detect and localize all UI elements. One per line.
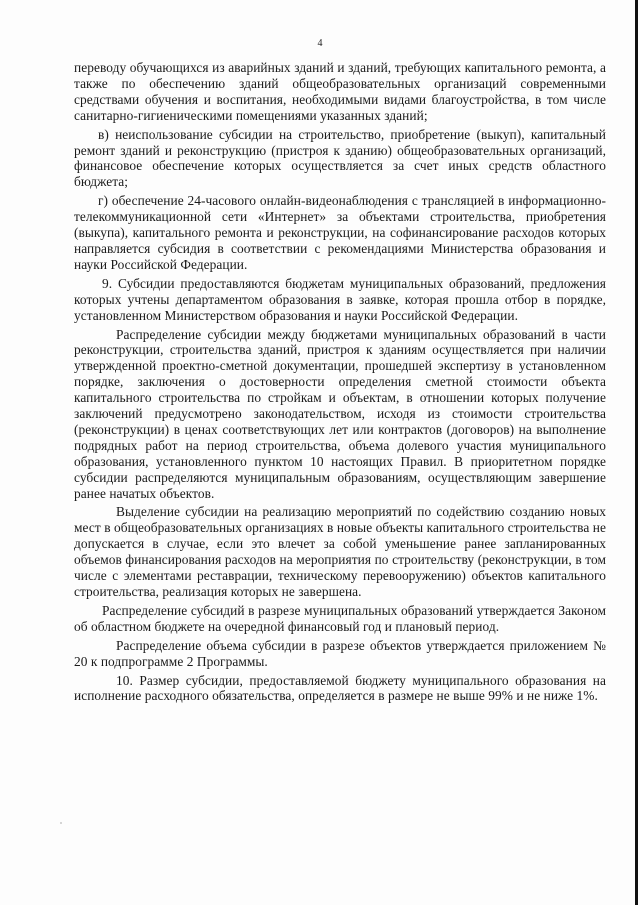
document-body [74, 60, 606, 707]
paragraph-new-places: Выделение субсидии на реализацию мероприятий по содействию созданию новых мест в общеобразовательных организациях в новые объекты капитального строительства не допускается в случае, если это влечет за собой уменьшение ранее запланированных объемов финансирования расходов на мероприятия по строительству (реконструкции, в том числе с элементами реставрации, техническому перевооружению) объектов капитального строительства, реализация которых не завершена. [74, 504, 606, 599]
paragraph-item-g: г) обеспечение 24-часового онлайн-видеонаблюдения с трансляцией в информационно-телекоммуникационной сети «Интернет» за объектами строительства, приобретения (выкупа), капитального ремонта и реконструкции, на софинансирование расходов которых направляется субсидия в соответствии с рекомендациями Министерства образования и науки Российской Федерации. [74, 193, 606, 272]
paragraph-distribution-law: Распределение субсидий в разрезе муниципальных образований утверждается Законом об областном бюджете на очередной финансовый год и плановый период. [74, 602, 606, 634]
scan-speck [60, 822, 62, 824]
paragraph-continuation: переводу обучающихся из аварийных зданий и зданий, требующих капитального ремонта, а также по обеспечению зданий общеобразовательных организаций современными средствами обучения и воспитания, необходимыми видами благоустройства, в том числе санитарно-гигиеническими помещениями указанных зданий; [74, 60, 606, 123]
paragraph-distribution-objects: Распределение объема субсидии в разрезе объектов утверждается приложением № 20 к подпрограмме 2 Программы. [74, 637, 606, 669]
paragraph-item-v: в) неиспользование субсидии на строительство, приобретение (выкуп), капитальный ремонт зданий и реконструкцию (пристроя к зданию) общеобразовательных организаций, финансовое обеспечение которых осуществляется за счет иных средств областного бюджета; [74, 126, 606, 190]
paragraph-clause-9: 9. Субсидии предоставляются бюджетам муниципальных образований, предложения которых учтены департаментом образования в заявке, которая прошла отбор в порядке, установленном Министерством образования и науки Российской Федерации. [74, 275, 606, 323]
scan-edge-border [635, 0, 638, 905]
paragraph-distribution-reconstruction: Распределение субсидии между бюджетами муниципальных образований в части реконструкции, строительства зданий, пристроя к зданиям осуществляется при наличии утвержденной проектно-сметной документации, прошедшей экспертизу в установленном порядке, заключения о достоверности определения сметной стоимости объекта капитального строительства по стройкам и объектам, в отношении которых получение заключений предусмотрено законодательством, исходя из стоимости строительства (реконструкции) в ценах соответствующих лет или контрактов (договоров) на выполнение подрядных работ на период строительства, объема долевого участия муниципального образования, установленного пунктом 10 настоящих Правил. В приоритетном порядке субсидии распределяются муниципальным образованиям, осуществляющим завершение ранее начатых объектов. [74, 326, 606, 501]
page-number: 4 [317, 38, 323, 49]
paragraph-clause-10: 10. Размер субсидии, предоставляемой бюджету муниципального образования на исполнение расходного обязательства, определяется в размере не выше 99% и не ниже 1%. [74, 672, 606, 704]
